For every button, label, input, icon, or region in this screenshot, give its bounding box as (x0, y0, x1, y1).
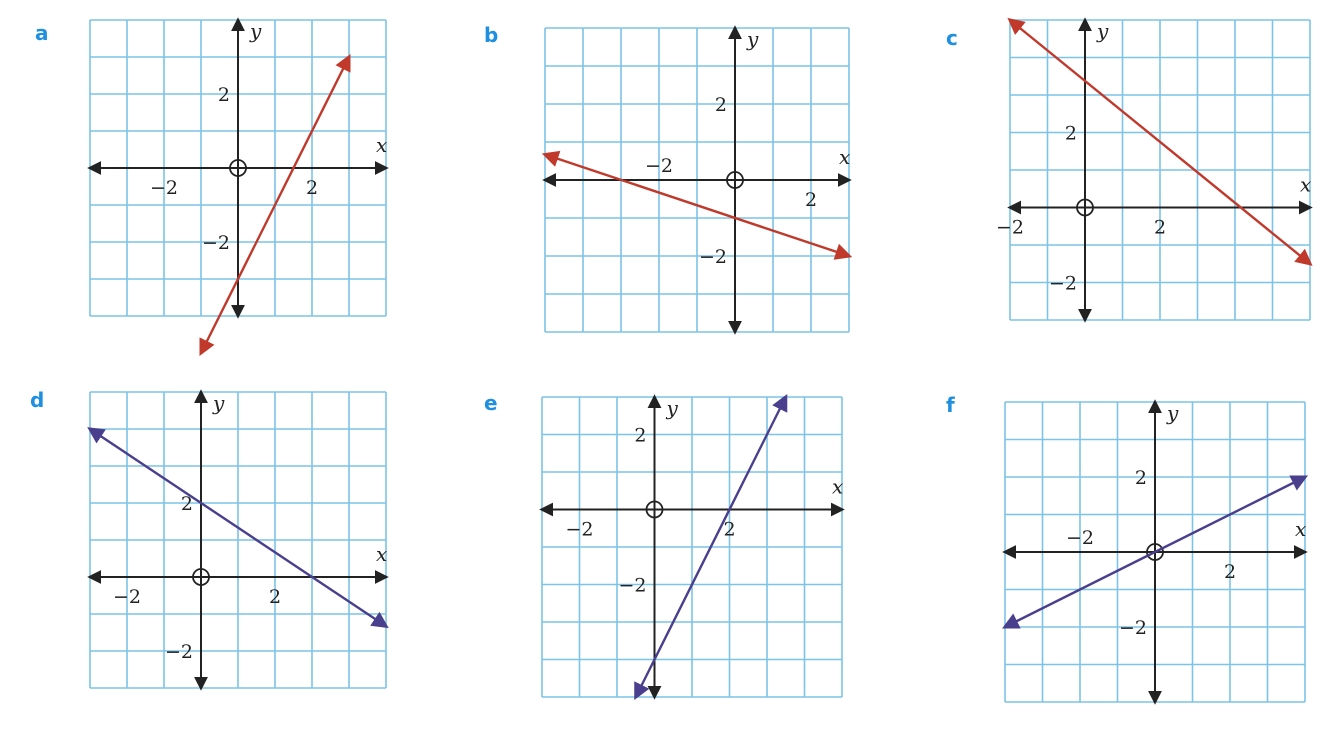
tick-label: 2 (305, 177, 319, 199)
tick-label: −2 (565, 518, 594, 541)
tick-label: −2 (149, 177, 179, 199)
grid (542, 397, 842, 697)
tick-label: 2 (1153, 216, 1167, 239)
panel-label-d: d (30, 388, 45, 412)
tick-label: 2 (1223, 561, 1237, 583)
graph-a (35, 19, 387, 353)
tick-label: −2 (1065, 527, 1095, 549)
tick-label: −2 (1118, 617, 1147, 639)
graph-e (484, 391, 843, 697)
panel-label-c: c (946, 26, 958, 50)
x-axis-label: x (376, 133, 388, 157)
panel-label-b: b (484, 23, 499, 47)
x-axis-label: x (376, 542, 388, 566)
x-axis-label: x (839, 145, 851, 169)
tick-label: −2 (164, 641, 193, 663)
y-axis-label: y (1167, 401, 1179, 425)
graph-b (484, 23, 850, 332)
tick-label: 2 (217, 84, 230, 106)
y-axis-label: y (250, 19, 262, 43)
tick-label: −2 (995, 216, 1025, 239)
graph-c (946, 19, 1311, 320)
x-axis-label: x (1295, 517, 1307, 541)
tick-label: 2 (1064, 122, 1077, 145)
y-axis-label: y (1097, 19, 1109, 43)
tick-label: −2 (698, 246, 727, 268)
tick-label: −2 (618, 574, 647, 597)
tick-label: −2 (201, 232, 230, 254)
panel-label-a: a (35, 21, 49, 45)
x-axis-label: x (1300, 172, 1312, 197)
tick-label: 2 (723, 518, 736, 541)
y-axis-label: y (666, 396, 678, 420)
tick-label: 2 (268, 586, 282, 608)
y-axis-label: y (747, 27, 759, 51)
tick-label: 2 (634, 424, 647, 447)
graph-d (30, 388, 387, 688)
y-axis-label: y (213, 391, 225, 415)
tick-label: −2 (1048, 272, 1077, 295)
tick-label: 2 (714, 94, 727, 116)
panel-label-f: f (946, 393, 955, 417)
tick-label: −2 (112, 586, 142, 608)
tick-label: 2 (180, 493, 193, 515)
grid (90, 392, 386, 688)
tick-label: −2 (644, 155, 674, 177)
tick-label: 2 (804, 189, 818, 211)
panel-label-e: e (484, 391, 498, 415)
tick-label: 2 (1134, 467, 1147, 489)
graph-f (946, 393, 1306, 702)
x-axis-label: x (832, 474, 844, 499)
